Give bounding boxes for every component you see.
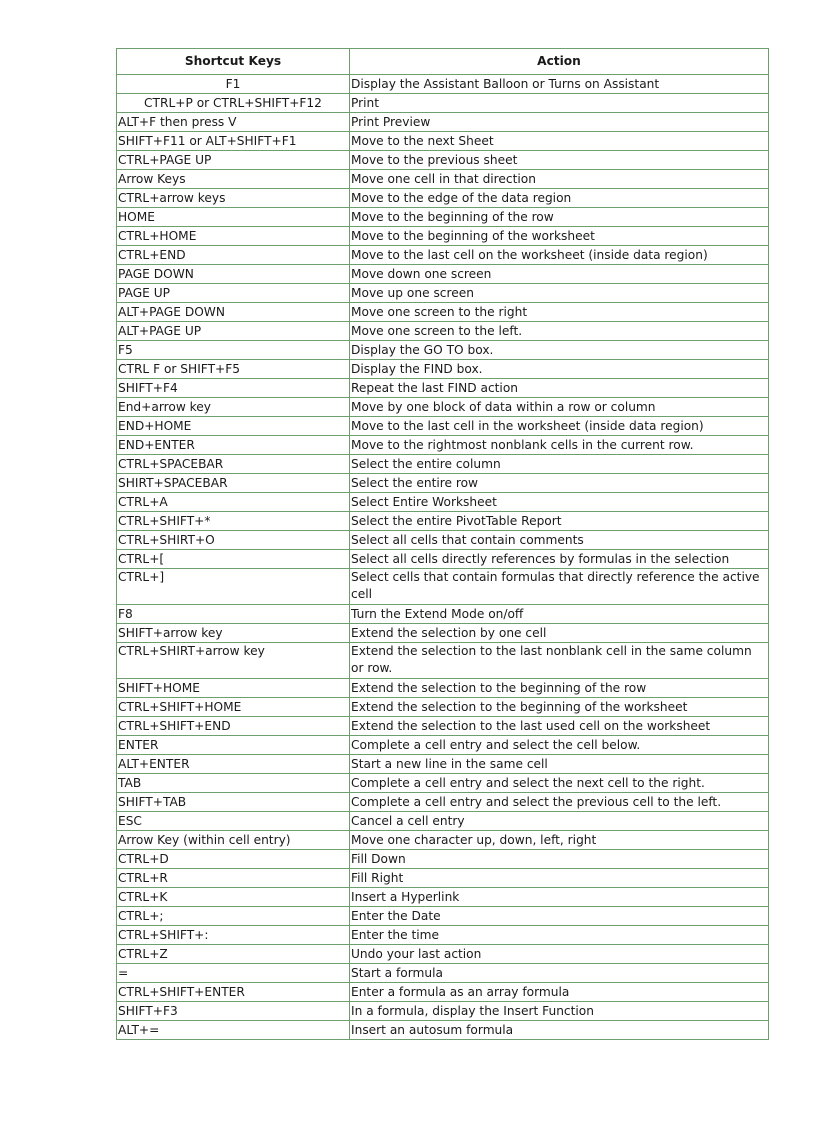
table-row — [117, 417, 769, 436]
shortcut-key-cell: SHIFT+arrow key — [117, 624, 350, 643]
action-cell: Select all cells that contain comments — [350, 531, 769, 550]
table-row — [117, 569, 769, 605]
action-cell: Select all cells directly references by formulas in the selection — [350, 550, 769, 569]
table-row — [117, 455, 769, 474]
action-cell: Enter the time — [350, 926, 769, 945]
table-body — [117, 75, 769, 1040]
shortcut-key-cell: CTRL+; — [117, 907, 350, 926]
action-cell: Move to the previous sheet — [350, 151, 769, 170]
table-row — [117, 812, 769, 831]
shortcut-key-cell: CTRL+arrow keys — [117, 189, 350, 208]
shortcut-key-cell: CTRL+SHIFT+END — [117, 717, 350, 736]
action-cell: Move to the beginning of the row — [350, 208, 769, 227]
action-cell: Move one cell in that direction — [350, 170, 769, 189]
shortcut-key-cell: ALT+PAGE DOWN — [117, 303, 350, 322]
action-cell: Insert a Hyperlink — [350, 888, 769, 907]
header-action: Action — [350, 49, 769, 75]
table-row — [117, 170, 769, 189]
table-row — [117, 474, 769, 493]
table-row — [117, 303, 769, 322]
action-cell: Select the entire PivotTable Report — [350, 512, 769, 531]
table-row — [117, 493, 769, 512]
table-row — [117, 436, 769, 455]
shortcut-key-cell: END+ENTER — [117, 436, 350, 455]
shortcut-key-cell: CTRL+Z — [117, 945, 350, 964]
action-cell: Select the entire column — [350, 455, 769, 474]
shortcut-key-cell: CTRL+K — [117, 888, 350, 907]
table-row — [117, 379, 769, 398]
table-row — [117, 624, 769, 643]
table-row — [117, 341, 769, 360]
shortcut-key-cell: CTRL+PAGE UP — [117, 151, 350, 170]
shortcut-key-cell: END+HOME — [117, 417, 350, 436]
action-cell: Extend the selection by one cell — [350, 624, 769, 643]
shortcut-key-cell: ESC — [117, 812, 350, 831]
shortcut-key-cell: CTRL+D — [117, 850, 350, 869]
shortcut-key-cell: Arrow Key (within cell entry) — [117, 831, 350, 850]
table-row — [117, 983, 769, 1002]
shortcut-key-cell: TAB — [117, 774, 350, 793]
table-row — [117, 246, 769, 265]
table-row — [117, 1002, 769, 1021]
shortcut-key-cell: F5 — [117, 341, 350, 360]
action-cell: Enter a formula as an array formula — [350, 983, 769, 1002]
shortcut-key-cell: ALT+ENTER — [117, 755, 350, 774]
shortcut-key-cell: CTRL+[ — [117, 550, 350, 569]
shortcut-key-cell: HOME — [117, 208, 350, 227]
action-cell: Extend the selection to the beginning of the row — [350, 679, 769, 698]
document-page — [116, 48, 768, 1040]
table-row — [117, 736, 769, 755]
shortcut-key-cell: F1 — [117, 75, 350, 94]
action-cell: Move to the next Sheet — [350, 132, 769, 151]
shortcut-key-cell: CTRL F or SHIFT+F5 — [117, 360, 350, 379]
table-row — [117, 605, 769, 624]
shortcut-key-cell: SHIFT+F4 — [117, 379, 350, 398]
table-row — [117, 189, 769, 208]
action-cell: Extend the selection to the beginning of the worksheet — [350, 698, 769, 717]
table-row — [117, 208, 769, 227]
action-cell: Display the FIND box. — [350, 360, 769, 379]
shortcut-key-cell: CTRL+HOME — [117, 227, 350, 246]
shortcut-key-cell: ALT+= — [117, 1021, 350, 1040]
action-cell: Complete a cell entry and select the cell below. — [350, 736, 769, 755]
shortcut-key-cell: CTRL+SHIRT+O — [117, 531, 350, 550]
header-shortcut-keys: Shortcut Keys — [117, 49, 350, 75]
table-row — [117, 265, 769, 284]
action-cell: Complete a cell entry and select the next cell to the right. — [350, 774, 769, 793]
table-row — [117, 512, 769, 531]
action-cell: Move to the rightmost nonblank cells in the current row. — [350, 436, 769, 455]
shortcut-key-cell: = — [117, 964, 350, 983]
table-row — [117, 1021, 769, 1040]
action-cell: Select the entire row — [350, 474, 769, 493]
table-row — [117, 227, 769, 246]
action-cell: Enter the Date — [350, 907, 769, 926]
shortcut-key-cell: CTRL+SHIFT+HOME — [117, 698, 350, 717]
table-row — [117, 398, 769, 417]
shortcut-key-cell: CTRL+SHIFT+ENTER — [117, 983, 350, 1002]
shortcut-key-cell: Arrow Keys — [117, 170, 350, 189]
action-cell: Move to the edge of the data region — [350, 189, 769, 208]
action-cell: Move one screen to the left. — [350, 322, 769, 341]
table-row — [117, 888, 769, 907]
shortcut-key-cell: F8 — [117, 605, 350, 624]
shortcut-key-cell: End+arrow key — [117, 398, 350, 417]
table-row — [117, 755, 769, 774]
action-cell: Select cells that contain formulas that directly reference the active cell — [350, 569, 769, 605]
header-row — [117, 49, 769, 75]
shortcut-key-cell: CTRL+SHIFT+: — [117, 926, 350, 945]
action-cell: Select Entire Worksheet — [350, 493, 769, 512]
table-row — [117, 94, 769, 113]
table-row — [117, 550, 769, 569]
action-cell: Insert an autosum formula — [350, 1021, 769, 1040]
table-row — [117, 132, 769, 151]
table-row — [117, 717, 769, 736]
table-row — [117, 945, 769, 964]
table-row — [117, 531, 769, 550]
shortcut-key-cell: CTRL+R — [117, 869, 350, 888]
action-cell: Fill Right — [350, 869, 769, 888]
action-cell: Complete a cell entry and select the previous cell to the left. — [350, 793, 769, 812]
action-cell: Cancel a cell entry — [350, 812, 769, 831]
table-row — [117, 964, 769, 983]
shortcut-key-cell: CTRL+SPACEBAR — [117, 455, 350, 474]
table-row — [117, 907, 769, 926]
table-row — [117, 151, 769, 170]
shortcut-key-cell: CTRL+] — [117, 569, 350, 605]
shortcut-key-cell: SHIFT+F11 or ALT+SHIFT+F1 — [117, 132, 350, 151]
action-cell: Move to the beginning of the worksheet — [350, 227, 769, 246]
action-cell: Move one screen to the right — [350, 303, 769, 322]
table-row — [117, 774, 769, 793]
shortcut-key-cell: SHIRT+SPACEBAR — [117, 474, 350, 493]
action-cell: Repeat the last FIND action — [350, 379, 769, 398]
action-cell: Fill Down — [350, 850, 769, 869]
action-cell: Print Preview — [350, 113, 769, 132]
action-cell: Extend the selection to the last used cell on the worksheet — [350, 717, 769, 736]
shortcut-key-cell: ALT+F then press V — [117, 113, 350, 132]
shortcut-key-cell: ENTER — [117, 736, 350, 755]
shortcut-key-cell: CTRL+P or CTRL+SHIFT+F12 — [117, 94, 350, 113]
action-cell: Display the GO TO box. — [350, 341, 769, 360]
shortcut-key-cell: PAGE DOWN — [117, 265, 350, 284]
table-row — [117, 643, 769, 679]
action-cell: Extend the selection to the last nonblank cell in the same column or row. — [350, 643, 769, 679]
table-row — [117, 698, 769, 717]
shortcut-key-cell: CTRL+END — [117, 246, 350, 265]
shortcut-key-cell: CTRL+A — [117, 493, 350, 512]
shortcut-key-cell: CTRL+SHIRT+arrow key — [117, 643, 350, 679]
action-cell: Turn the Extend Mode on/off — [350, 605, 769, 624]
table-row — [117, 831, 769, 850]
action-cell: In a formula, display the Insert Function — [350, 1002, 769, 1021]
action-cell: Move one character up, down, left, right — [350, 831, 769, 850]
table-row — [117, 284, 769, 303]
action-cell: Undo your last action — [350, 945, 769, 964]
action-cell: Move to the last cell on the worksheet (inside data region) — [350, 246, 769, 265]
shortcut-key-cell: CTRL+SHIFT+* — [117, 512, 350, 531]
shortcut-key-cell: SHIFT+TAB — [117, 793, 350, 812]
action-cell: Move to the last cell in the worksheet (inside data region) — [350, 417, 769, 436]
table-row — [117, 113, 769, 132]
shortcut-key-cell: SHIFT+HOME — [117, 679, 350, 698]
table-row — [117, 360, 769, 379]
shortcut-table — [116, 48, 769, 1040]
table-row — [117, 850, 769, 869]
action-cell: Move up one screen — [350, 284, 769, 303]
table-row — [117, 926, 769, 945]
table-row — [117, 679, 769, 698]
table-row — [117, 869, 769, 888]
action-cell: Display the Assistant Balloon or Turns on Assistant — [350, 75, 769, 94]
table-row — [117, 75, 769, 94]
shortcut-key-cell: SHIFT+F3 — [117, 1002, 350, 1021]
shortcut-key-cell: ALT+PAGE UP — [117, 322, 350, 341]
table-row — [117, 322, 769, 341]
action-cell: Move by one block of data within a row or column — [350, 398, 769, 417]
table-header — [117, 49, 769, 75]
action-cell: Start a new line in the same cell — [350, 755, 769, 774]
action-cell: Print — [350, 94, 769, 113]
action-cell: Start a formula — [350, 964, 769, 983]
action-cell: Move down one screen — [350, 265, 769, 284]
shortcut-key-cell: PAGE UP — [117, 284, 350, 303]
table-row — [117, 793, 769, 812]
